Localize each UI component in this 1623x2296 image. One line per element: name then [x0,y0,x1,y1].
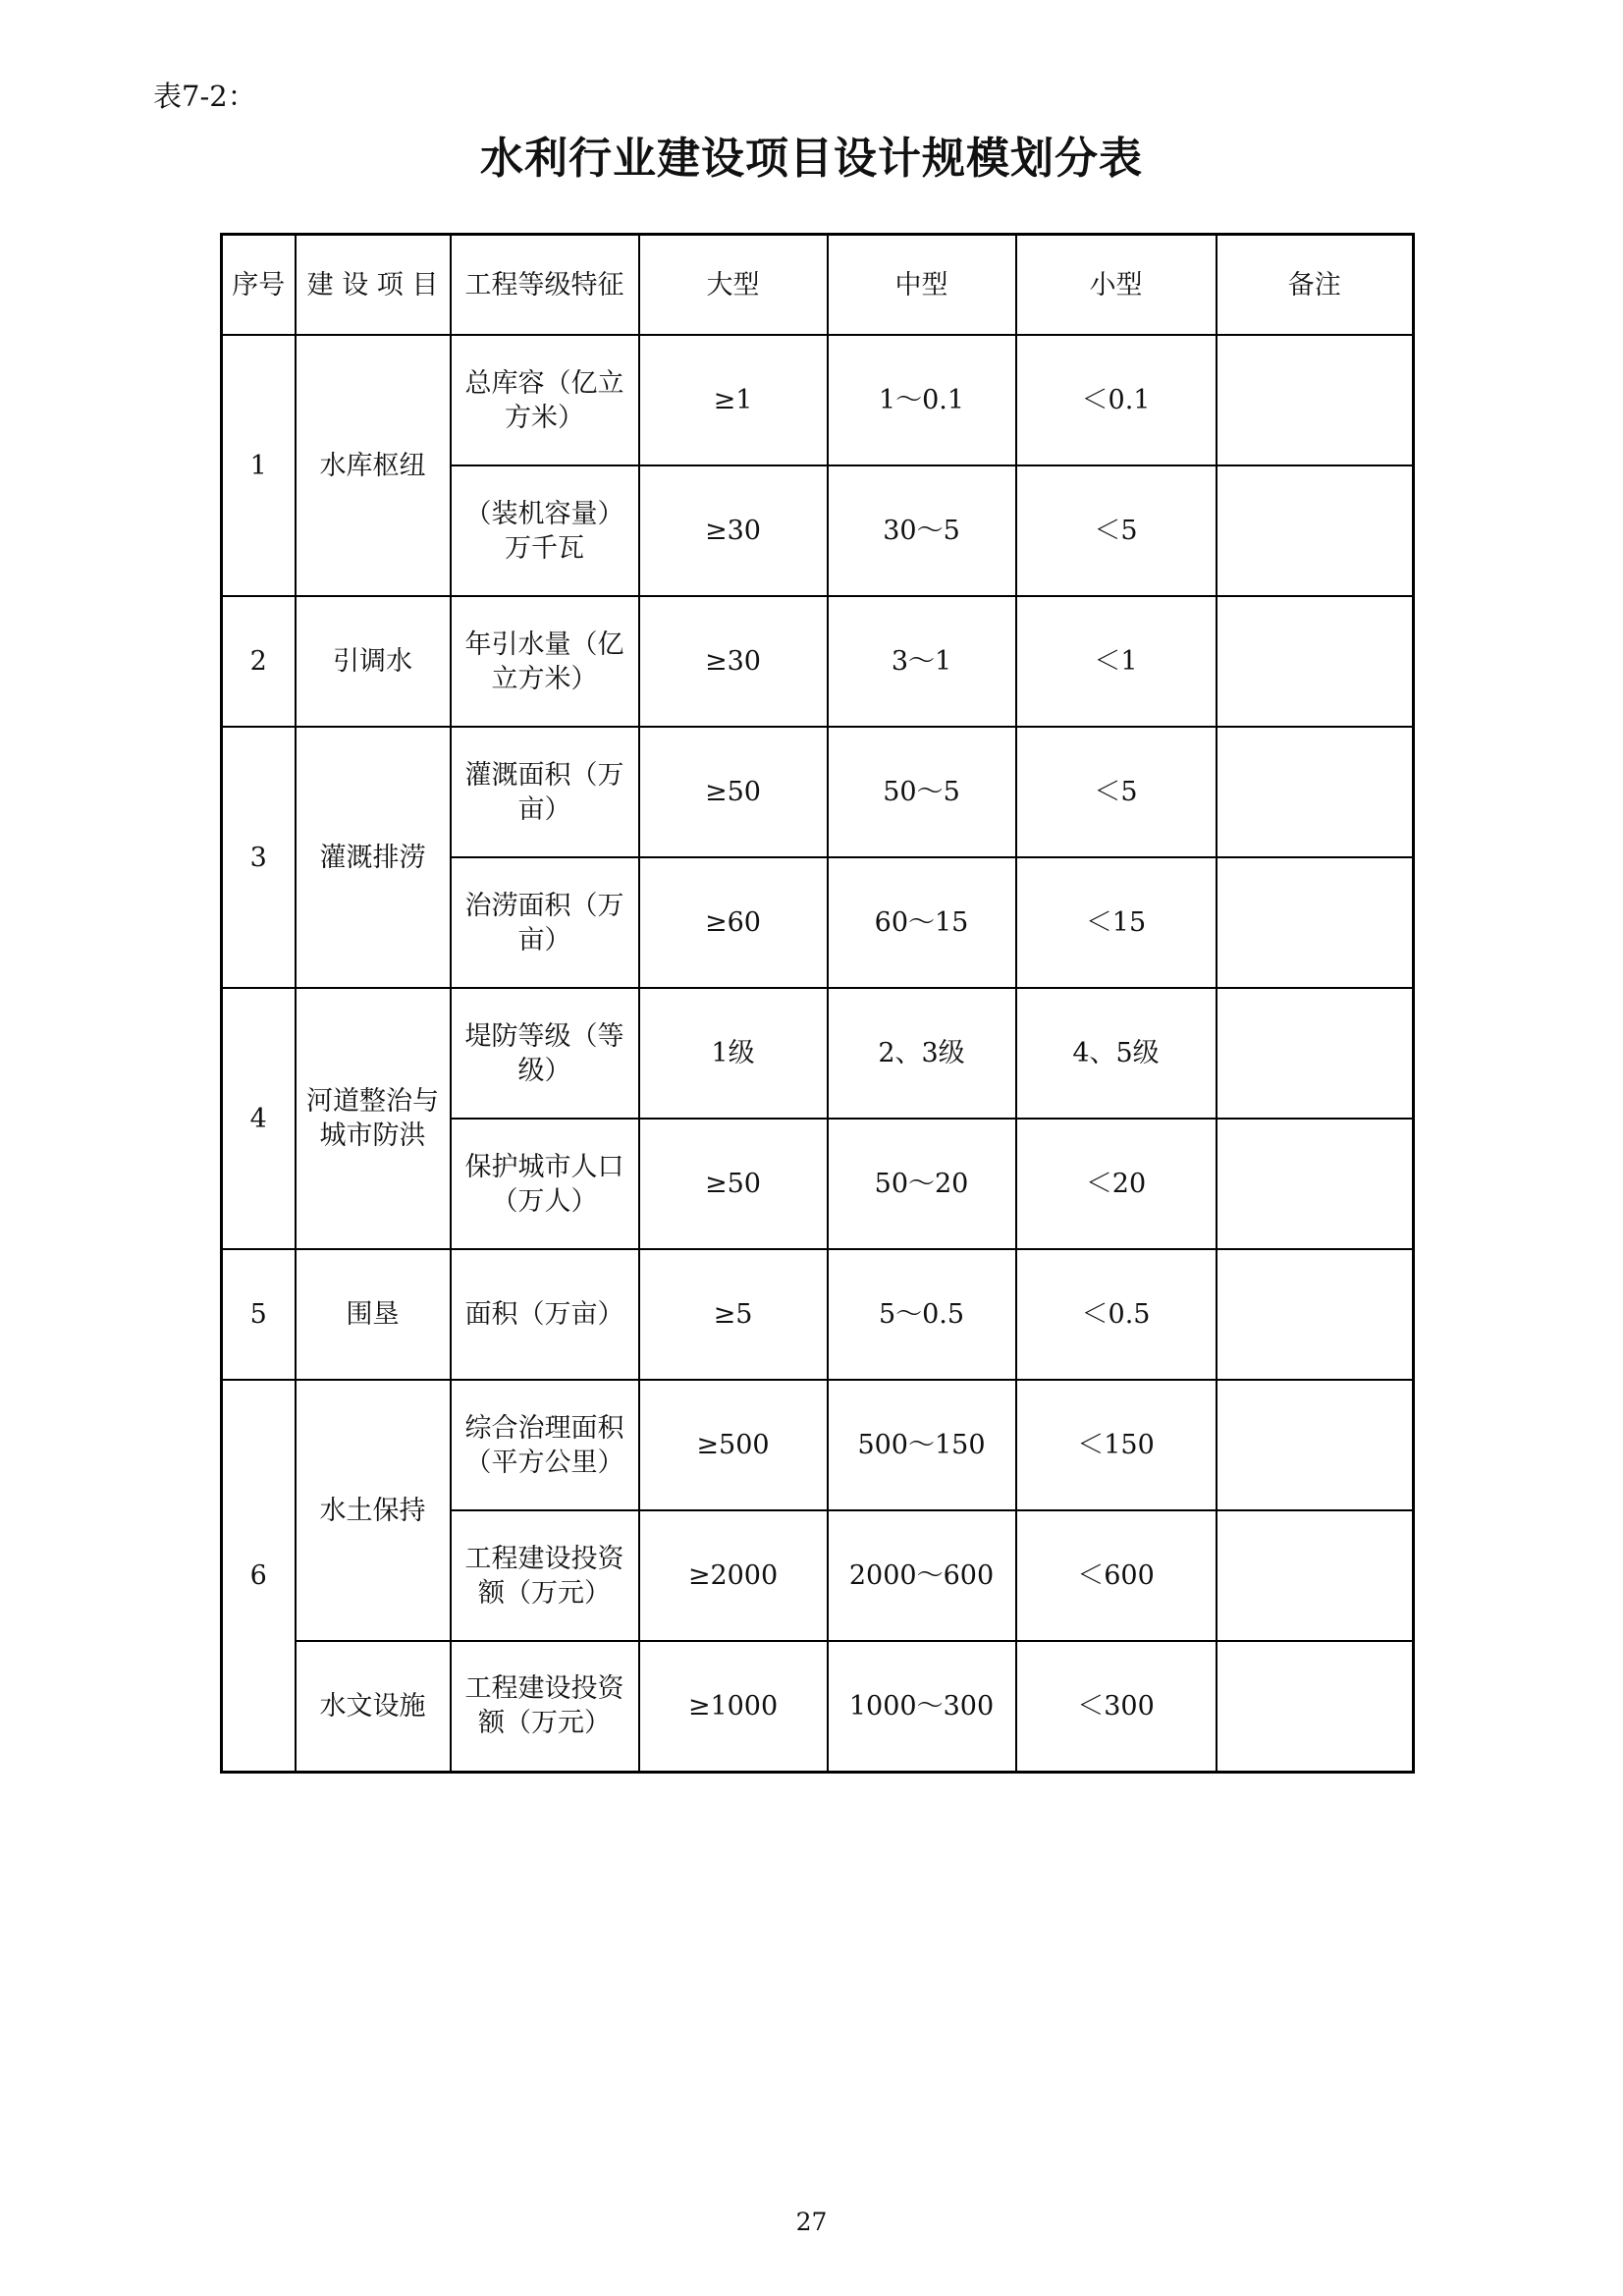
medium-cell: 60～15 [828,857,1016,988]
feature-cell: 治涝面积（万亩） [451,857,639,988]
medium-cell: 2000～600 [828,1510,1016,1641]
seq-cell: 6 [222,1380,296,1772]
large-cell: ≥60 [639,857,828,988]
remark-cell [1217,857,1414,988]
feature-cell: 灌溉面积（万亩） [451,727,639,857]
remark-cell [1217,1641,1414,1772]
small-cell: ＜0.5 [1016,1249,1217,1380]
medium-cell: 500～150 [828,1380,1016,1510]
large-cell: ≥500 [639,1380,828,1510]
remark-cell [1217,727,1414,857]
page-number: 27 [795,2208,828,2236]
header-remark: 备注 [1217,235,1414,336]
remark-cell [1217,335,1414,465]
project-cell: 水土保持 [296,1380,451,1641]
feature-cell: 总库容（亿立方米） [451,335,639,465]
large-cell: ≥1000 [639,1641,828,1772]
header-seq: 序号 [222,235,296,336]
seq-cell: 5 [222,1249,296,1380]
table-row [222,727,1414,857]
remark-cell [1217,988,1414,1119]
small-cell: ＜150 [1016,1380,1217,1510]
seq-cell: 4 [222,988,296,1249]
table-row [222,1380,1414,1510]
header-medium: 中型 [828,235,1016,336]
small-cell: ＜0.1 [1016,335,1217,465]
remark-cell [1217,1249,1414,1380]
medium-cell: 50～5 [828,727,1016,857]
small-cell: ＜300 [1016,1641,1217,1772]
remark-cell [1217,1380,1414,1510]
feature-cell: 年引水量（亿立方米） [451,596,639,727]
project-cell: 水库枢纽 [296,335,451,596]
large-cell: ≥1 [639,335,828,465]
remark-cell [1217,465,1414,596]
remark-cell [1217,1510,1414,1641]
project-cell: 水文设施 [296,1641,451,1772]
table-row [222,596,1414,727]
large-cell: ≥30 [639,596,828,727]
table-row [222,1641,1414,1772]
feature-cell: 综合治理面积（平方公里） [451,1380,639,1510]
project-cell: 灌溉排涝 [296,727,451,988]
table-label: 表7-2： [153,80,256,113]
feature-cell: （装机容量）万千瓦 [451,465,639,596]
header-large: 大型 [639,235,828,336]
large-cell: 1级 [639,988,828,1119]
small-cell: ＜1 [1016,596,1217,727]
remark-cell [1217,596,1414,727]
small-cell: ＜15 [1016,857,1217,988]
feature-cell: 工程建设投资额（万元） [451,1510,639,1641]
small-cell: ＜20 [1016,1119,1217,1249]
seq-cell: 3 [222,727,296,988]
large-cell: ≥5 [639,1249,828,1380]
medium-cell: 30～5 [828,465,1016,596]
small-cell: 4、5级 [1016,988,1217,1119]
header-project: 建 设 项 目 [296,235,451,336]
medium-cell: 3～1 [828,596,1016,727]
seq-cell: 1 [222,335,296,596]
table-row [222,335,1414,465]
medium-cell: 50～20 [828,1119,1016,1249]
large-cell: ≥2000 [639,1510,828,1641]
header-small: 小型 [1016,235,1217,336]
medium-cell: 5～0.5 [828,1249,1016,1380]
remark-cell [1217,1119,1414,1249]
header-feature: 工程等级特征 [451,235,639,336]
table-row [222,988,1414,1119]
small-cell: ＜5 [1016,727,1217,857]
medium-cell: 2、3级 [828,988,1016,1119]
page-title: 水利行业建设项目设计规模划分表 [480,134,1143,184]
small-cell: ＜600 [1016,1510,1217,1641]
header-row [222,235,1414,336]
small-cell: ＜5 [1016,465,1217,596]
project-cell: 河道整治与城市防洪 [296,988,451,1249]
feature-cell: 面积（万亩） [451,1249,639,1380]
seq-cell: 2 [222,596,296,727]
large-cell: ≥50 [639,1119,828,1249]
large-cell: ≥50 [639,727,828,857]
feature-cell: 保护城市人口（万人） [451,1119,639,1249]
medium-cell: 1～0.1 [828,335,1016,465]
table-row [222,1249,1414,1380]
feature-cell: 堤防等级（等级） [451,988,639,1119]
medium-cell: 1000～300 [828,1641,1016,1772]
large-cell: ≥30 [639,465,828,596]
feature-cell: 工程建设投资额（万元） [451,1641,639,1772]
scale-classification-table [220,233,1415,1774]
project-cell: 围垦 [296,1249,451,1380]
project-cell: 引调水 [296,596,451,727]
